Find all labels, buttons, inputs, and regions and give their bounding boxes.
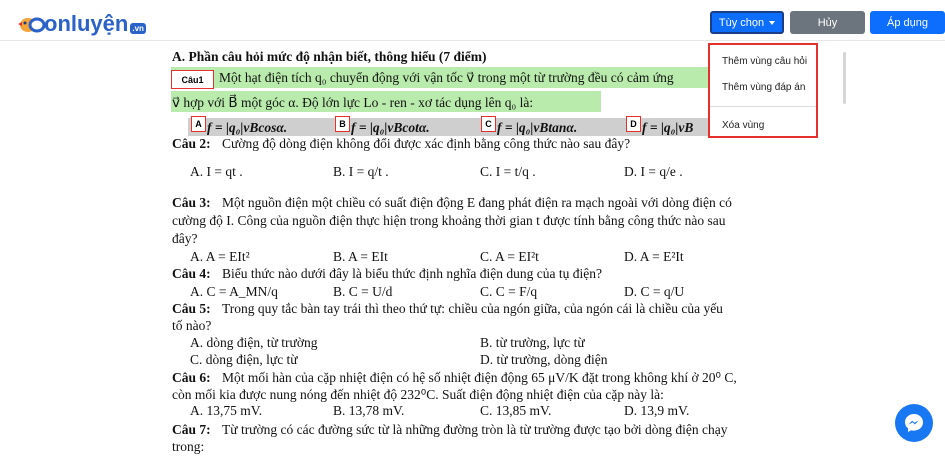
options-dropdown-menu xyxy=(708,43,818,138)
q6-line2: còn mối kia được nung nóng đến nhiệt độ 232⁰C. Suất điện động nhiệt điện của cặp này là: xyxy=(172,387,664,402)
q6-option-a: A. 13,75 mV. xyxy=(190,403,263,418)
menu-item-add-answer-region[interactable]: Thêm vùng đáp án xyxy=(722,82,806,93)
q1-option-a: f = |q₀|vBcosα. xyxy=(207,120,288,135)
q1-option-d: f = |q₀|vB xyxy=(642,120,694,135)
q5-option-a: A. dòng điện, từ trường xyxy=(190,335,318,350)
q3-option-d: D. A = E²It xyxy=(624,249,684,264)
q2-number: Câu 2: xyxy=(172,136,211,151)
caret-down-icon xyxy=(769,21,775,25)
q4-option-c: C. C = F/q xyxy=(480,284,538,299)
q1-option-b: f = |q₀|vBcotα. xyxy=(351,120,430,135)
q4-text: Biểu thức nào dưới đây là biểu thức định nghĩa điện dung của tụ điện? xyxy=(222,266,602,281)
answer-region-tag-c[interactable]: C xyxy=(481,116,496,132)
q2-text: Cường độ dòng điện không đổi được xác định bằng công thức nào sau đây? xyxy=(222,136,631,151)
apply-label: Áp dụng xyxy=(887,16,928,29)
question-region-tag[interactable]: Câu1 xyxy=(171,70,214,89)
options-menu-label: Tùy chọn xyxy=(718,16,765,29)
q7-line1: Từ trường có các đường sức từ là những đường tròn là từ trường được tạo bởi dòng điện chạy xyxy=(222,422,728,437)
q5-option-d: D. từ trường, dòng điện xyxy=(480,352,608,367)
q4-option-a: A. C = A_MN/q xyxy=(190,284,278,299)
q1-line1: Một hạt điện tích q₀ chuyển động với vận tốc v⃗ trong một từ trường đều có cảm ứng xyxy=(219,70,674,85)
scrollbar-thumb[interactable] xyxy=(843,52,846,104)
q3-line3: đây? xyxy=(172,231,198,246)
answer-region-tag-a[interactable]: A xyxy=(191,116,206,132)
q1-line2: v⃗ hợp với B⃗ một góc α. Độ lớn lực Lo - ren - xơ tác dụng lên q₀ là: xyxy=(172,95,534,110)
q5-line1: Trong quy tắc bàn tay trái thì theo thứ tự: chiều của ngón giữa, của ngón cái là chiều của yếu xyxy=(222,301,723,316)
q3-line1: Một nguồn điện một chiều có suất điện động E đang phát điện ra mạch ngoài với dòng điện có xyxy=(222,195,732,210)
q5-option-c: C. dòng điện, lực từ xyxy=(190,352,298,367)
messenger-chat-button[interactable] xyxy=(895,404,933,442)
q5-option-b: B. từ trường, lực từ xyxy=(480,335,585,350)
q5-number: Câu 5: xyxy=(172,301,211,316)
q2-option-b: B. I = q/t . xyxy=(333,164,389,179)
cancel-button[interactable] xyxy=(790,11,865,34)
q3-option-a: A. A = EIt² xyxy=(190,249,250,264)
logo-text: onluyện xyxy=(44,11,129,36)
q5-line2: tố nào? xyxy=(172,318,212,333)
q2-option-d: D. I = q/e . xyxy=(624,164,683,179)
logo-domain: .vn xyxy=(132,23,144,33)
q7-line2: trong: xyxy=(172,439,205,454)
q3-number: Câu 3: xyxy=(172,195,211,210)
bird-mascot-icon xyxy=(16,14,50,34)
answer-region-tag-d[interactable]: D xyxy=(626,116,641,132)
section-heading: A. Phần câu hỏi mức độ nhận biết, thông hiểu (7 điểm) xyxy=(172,49,487,64)
q1-option-c: f = |q₀|vBtanα. xyxy=(497,120,578,135)
q6-option-c: C. 13,85 mV. xyxy=(480,403,552,418)
messenger-icon xyxy=(903,412,925,434)
q3-option-b: B. A = EIt xyxy=(333,249,388,264)
q2-option-c: C. I = t/q . xyxy=(480,164,536,179)
q3-line2: cường độ I. Công của nguồn điện thực hiện trong khoảng thời gian t được tính bằng công thức nào sau xyxy=(172,213,726,228)
menu-item-add-question-region[interactable]: Thêm vùng câu hỏi xyxy=(722,56,808,67)
q4-option-d: D. C = q/U xyxy=(624,284,685,299)
q6-option-b: B. 13,78 mV. xyxy=(333,403,405,418)
q4-number: Câu 4: xyxy=(172,266,211,281)
answer-region-tag-b[interactable]: B xyxy=(335,116,350,132)
q7-number: Câu 7: xyxy=(172,422,211,437)
top-bar xyxy=(0,0,945,41)
q6-line1: Một mối hàn của cặp nhiệt điện có hệ số nhiệt điện động 65 μV/K đặt trong không khí ở 20⁰ C, xyxy=(222,370,737,385)
cancel-label: Hủy xyxy=(817,16,838,29)
menu-divider xyxy=(710,106,816,107)
q6-number: Câu 6: xyxy=(172,370,211,385)
q2-option-a: A. I = qt . xyxy=(190,164,243,179)
menu-item-delete-region[interactable]: Xóa vùng xyxy=(722,120,765,131)
q6-option-d: D. 13,9 mV. xyxy=(624,403,690,418)
apply-button[interactable] xyxy=(870,11,945,34)
q4-option-b: B. C = U/d xyxy=(333,284,393,299)
onluyen-logo[interactable] xyxy=(16,12,146,36)
q3-option-c: C. A = EI²t xyxy=(480,249,539,264)
options-menu-button[interactable] xyxy=(710,11,784,34)
